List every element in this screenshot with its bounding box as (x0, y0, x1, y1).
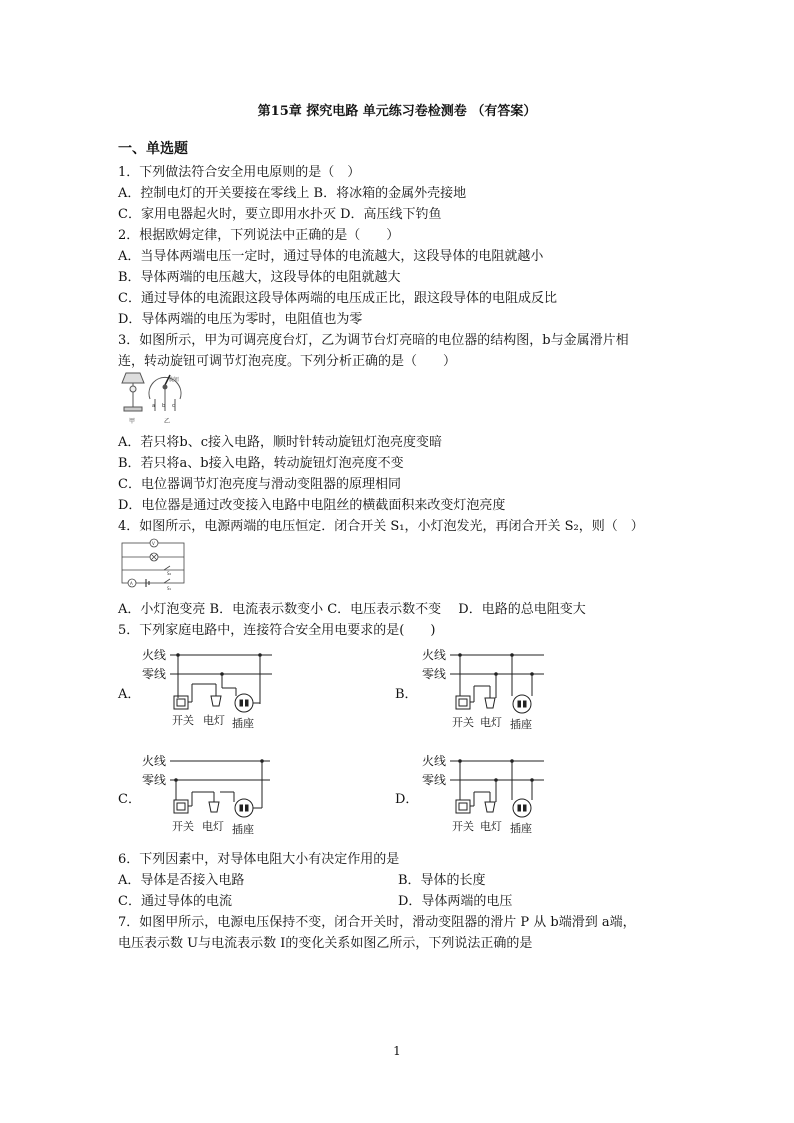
s2-label: S₂ (167, 571, 172, 576)
s1-label: S₁ (167, 586, 172, 591)
socket-icon (513, 695, 531, 713)
socket-icon (235, 694, 253, 712)
switch-label: 开关 (452, 716, 474, 729)
terminal-b-label: b (162, 403, 166, 409)
switch-icon (456, 800, 470, 813)
q3-option-a: A．若只将b、c接入电路，顺时针转动旋钮灯泡亮度变暗 (118, 435, 442, 450)
switch-label: 开关 (172, 820, 194, 833)
lamp-label: 电灯 (480, 820, 502, 833)
socket-label: 插座 (232, 823, 254, 836)
live-wire-label: 火线 (422, 754, 447, 768)
q7-stem-line1: 7．如图甲所示，电源电压保持不变，闭合开关时，滑动变阻器的滑片 P 从 b端滑到 a端， (118, 915, 636, 930)
lamp-label: 电灯 (480, 716, 502, 729)
house-circuit-b (420, 646, 550, 736)
q1-options-ab: A．控制电灯的开关要接在零线上 B．将冰箱的金属外壳接地 (118, 186, 467, 201)
switch-s2-icon (164, 566, 170, 570)
switch-s1-icon (164, 579, 170, 583)
q6-option-d: D．导体两端的电压 (398, 894, 513, 909)
live-wire-label: 火线 (142, 648, 167, 662)
switch-icon (456, 696, 470, 709)
terminal-c-label: c (172, 403, 175, 409)
q4-options: A．小灯泡变亮 B．电流表示数变小 C．电压表示数不变 D．电路的总电阻变大 (118, 602, 586, 617)
voltmeter-label: V (152, 541, 155, 546)
q6-option-a: A．导体是否接入电路 (118, 873, 245, 888)
circuit-diagram-q4 (118, 537, 190, 593)
q2-option-c: C．通过导体的电流跟这段导体两端的电压成正比，跟这段导体的电阻成反比 (118, 291, 557, 306)
knob-label: 旋钮 (169, 377, 180, 383)
q3-stem-line1: 3．如图所示，甲为可调亮度台灯，乙为调节台灯亮暗的电位器的结构图，b与金属滑片相 (118, 333, 629, 348)
house-circuit-d (420, 752, 550, 840)
lamp-label: 电灯 (203, 714, 225, 727)
q6-option-c: C．通过导体的电流 (118, 894, 232, 909)
q3-option-d: D．电位器是通过改变接入电路中电阻丝的横截面积来改变灯泡亮度 (118, 498, 506, 513)
lamp-potentiometer-figure (116, 369, 188, 427)
socket-icon (513, 799, 531, 817)
house-circuit-a (140, 646, 280, 734)
q5-label-b: B． (395, 687, 418, 702)
socket-label: 插座 (232, 717, 254, 730)
lamp-icon (485, 802, 495, 812)
q2-stem: 2．根据欧姆定律，下列说法中正确的是（ ） (118, 228, 400, 243)
ammeter-label: A (130, 581, 133, 586)
section-heading: 一、单选题 (118, 141, 188, 157)
terminal-a-label: a (152, 403, 156, 409)
q1-stem: 1．下列做法符合安全用电原则的是（ ） (118, 165, 361, 180)
q3-stem-line2: 连，转动旋钮可调节灯泡亮度。下列分析正确的是（ ） (118, 354, 457, 369)
q5-label-a: A． (118, 687, 141, 702)
switch-icon (174, 696, 188, 709)
switch-label: 开关 (172, 714, 194, 727)
neutral-wire-label: 零线 (142, 667, 167, 681)
figure-yi-label: 乙 (164, 418, 171, 425)
q6-stem: 6．下列因素中，对导体电阻大小有决定作用的是 (118, 852, 400, 867)
neutral-wire-label: 零线 (422, 667, 447, 681)
neutral-wire-label: 零线 (142, 773, 167, 787)
q2-option-d: D．导体两端的电压为零时，电阻值也为零 (118, 312, 363, 327)
switch-label: 开关 (452, 820, 474, 833)
lamp-icon (211, 696, 221, 706)
q2-option-a: A．当导体两端电压一定时，通过导体的电流越大，这段导体的电阻就越小 (118, 249, 544, 264)
socket-icon (235, 799, 253, 817)
switch-icon (174, 800, 188, 813)
q7-stem-line2: 电压表示数 U与电流表示数 I的变化关系如图乙所示，下列说法正确的是 (118, 936, 533, 951)
socket-label: 插座 (510, 718, 532, 731)
lamp-label: 电灯 (202, 820, 224, 833)
page-title: 第15章 探究电路 单元练习卷检测卷 （有答案） (257, 104, 537, 119)
q5-label-c: C． (118, 792, 141, 807)
q4-stem: 4．如图所示，电源两端的电压恒定．闭合开关 S₁，小灯泡发光，再闭合开关 S₂，则（ ） (118, 519, 644, 534)
lamp-icon (209, 802, 219, 812)
q3-option-c: C．电位器调节灯泡亮度与滑动变阻器的原理相同 (118, 477, 401, 492)
socket-label: 插座 (510, 822, 532, 835)
lamp-icon (485, 698, 495, 708)
live-wire-label: 火线 (142, 754, 167, 768)
figure-jia-label: 甲 (129, 418, 136, 425)
q5-label-d: D． (395, 792, 419, 807)
q2-option-b: B．导体两端的电压越大，这段导体的电阻就越大 (118, 270, 401, 285)
desk-lamp-icon (122, 373, 144, 411)
q1-options-cd: C．家用电器起火时，要立即用水扑灭 D．高压线下钓鱼 (118, 207, 442, 222)
live-wire-label: 火线 (422, 648, 447, 662)
q6-option-b: B．导体的长度 (398, 873, 486, 888)
house-circuit-c (140, 752, 280, 840)
neutral-wire-label: 零线 (422, 773, 447, 787)
q3-option-b: B．若只将a、b接入电路，转动旋钮灯泡亮度不变 (118, 456, 404, 471)
q5-stem: 5．下列家庭电路中，连接符合安全用电要求的是( ) (118, 623, 436, 638)
page-number: 1 (393, 1044, 401, 1058)
